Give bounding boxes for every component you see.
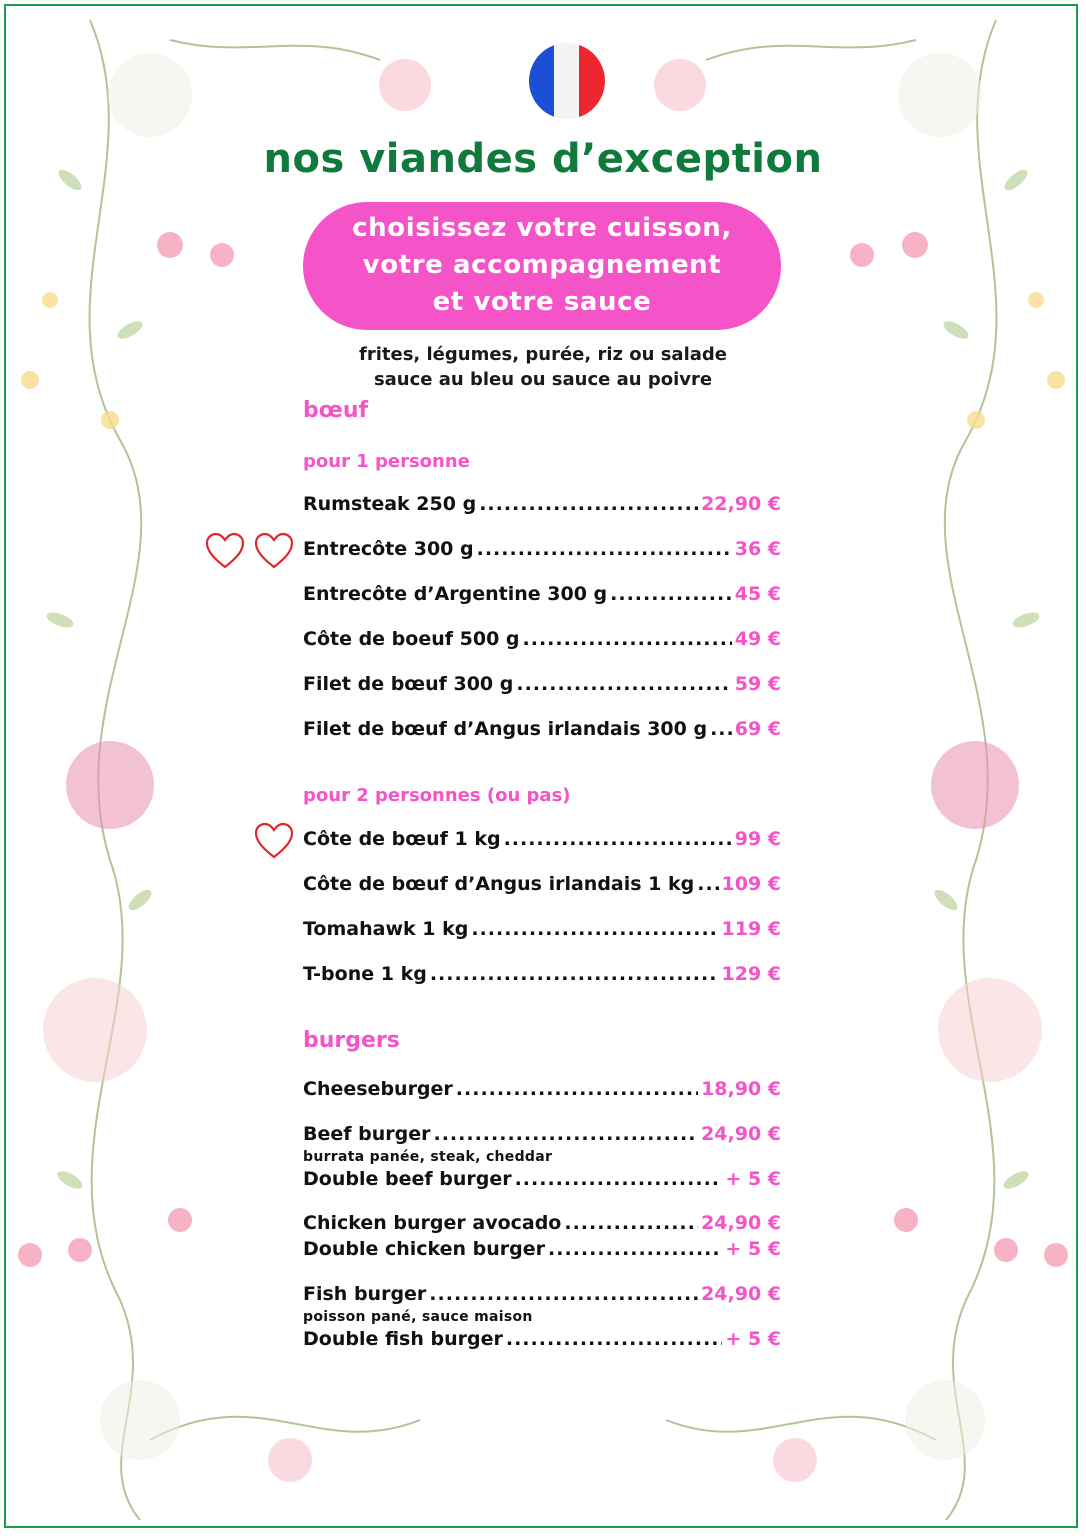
menu-item bbox=[303, 1168, 781, 1194]
item-price: 119 € bbox=[721, 918, 781, 940]
french-flag-icon bbox=[529, 43, 605, 119]
subheading-two-persons: pour 2 personnes (ou pas) bbox=[303, 785, 571, 806]
item-name: Entrecôte d’Argentine 300 g bbox=[303, 583, 608, 605]
subheading-one-person: pour 1 personne bbox=[303, 451, 470, 472]
menu-item bbox=[303, 538, 781, 564]
item-description: burrata panée, steak, cheddar bbox=[303, 1149, 553, 1165]
item-name: Côte de boeuf 500 g bbox=[303, 628, 520, 650]
item-price: 59 € bbox=[734, 673, 781, 695]
item-name: T-bone 1 kg bbox=[303, 963, 427, 985]
item-price: 99 € bbox=[734, 828, 781, 850]
item-name: Entrecôte 300 g bbox=[303, 538, 474, 560]
banner-line: et votre sauce bbox=[432, 287, 652, 317]
item-price: 24,90 € bbox=[701, 1283, 781, 1305]
item-name: Filet de bœuf 300 g bbox=[303, 673, 514, 695]
menu-item bbox=[303, 673, 781, 699]
banner-line: votre accompagnement bbox=[362, 250, 722, 280]
item-name: Rumsteak 250 g bbox=[303, 493, 477, 515]
section-heading-boeuf: bœuf bbox=[303, 398, 369, 423]
item-name: Cheeseburger bbox=[303, 1078, 453, 1100]
item-name: Tomahawk 1 kg bbox=[303, 918, 469, 940]
item-price: + 5 € bbox=[725, 1328, 781, 1350]
page-title: nos viandes d’exception bbox=[263, 136, 823, 182]
menu-item bbox=[303, 918, 781, 944]
item-name: Double chicken burger bbox=[303, 1238, 546, 1260]
item-price: 69 € bbox=[734, 718, 781, 740]
heart-icon bbox=[204, 531, 246, 571]
heart-icon bbox=[253, 821, 295, 861]
item-name: Côte de bœuf d’Angus irlandais 1 kg bbox=[303, 873, 695, 895]
item-name: Filet de bœuf d’Angus irlandais 300 g bbox=[303, 718, 708, 740]
menu-item bbox=[303, 963, 781, 989]
section-heading-burgers: burgers bbox=[303, 1028, 400, 1053]
item-name: Fish burger bbox=[303, 1283, 427, 1305]
item-price: 129 € bbox=[721, 963, 781, 985]
item-description: poisson pané, sauce maison bbox=[303, 1309, 533, 1325]
menu-item bbox=[303, 873, 781, 899]
item-price: 45 € bbox=[734, 583, 781, 605]
item-price: 22,90 € bbox=[701, 493, 781, 515]
banner-line: choisissez votre cuisson, bbox=[352, 213, 732, 243]
menu-item bbox=[303, 1283, 781, 1309]
item-price: 18,90 € bbox=[701, 1078, 781, 1100]
item-price: 24,90 € bbox=[701, 1123, 781, 1145]
menu-item bbox=[303, 1328, 781, 1354]
menu-item bbox=[303, 1238, 781, 1264]
menu-item bbox=[303, 583, 781, 609]
item-name: Chicken burger avocado bbox=[303, 1212, 562, 1234]
item-name: Double beef burger bbox=[303, 1168, 512, 1190]
menu-item bbox=[303, 828, 781, 854]
menu-item bbox=[303, 1212, 781, 1238]
item-price: 36 € bbox=[734, 538, 781, 560]
instruction-banner bbox=[303, 202, 781, 330]
item-price: 49 € bbox=[734, 628, 781, 650]
item-price: + 5 € bbox=[725, 1168, 781, 1190]
sides-options: frites, légumes, purée, riz ou salade bbox=[359, 344, 727, 365]
menu-item bbox=[303, 628, 781, 654]
item-price: 109 € bbox=[721, 873, 781, 895]
menu-item bbox=[303, 493, 781, 519]
item-name: Beef burger bbox=[303, 1123, 431, 1145]
item-price: + 5 € bbox=[725, 1238, 781, 1260]
menu-item bbox=[303, 718, 781, 744]
item-name: Double fish burger bbox=[303, 1328, 503, 1350]
menu-item bbox=[303, 1078, 781, 1104]
sauce-options: sauce au bleu ou sauce au poivre bbox=[373, 369, 713, 390]
item-name: Côte de bœuf 1 kg bbox=[303, 828, 501, 850]
item-price: 24,90 € bbox=[701, 1212, 781, 1234]
heart-icon bbox=[253, 531, 295, 571]
menu-item bbox=[303, 1123, 781, 1149]
